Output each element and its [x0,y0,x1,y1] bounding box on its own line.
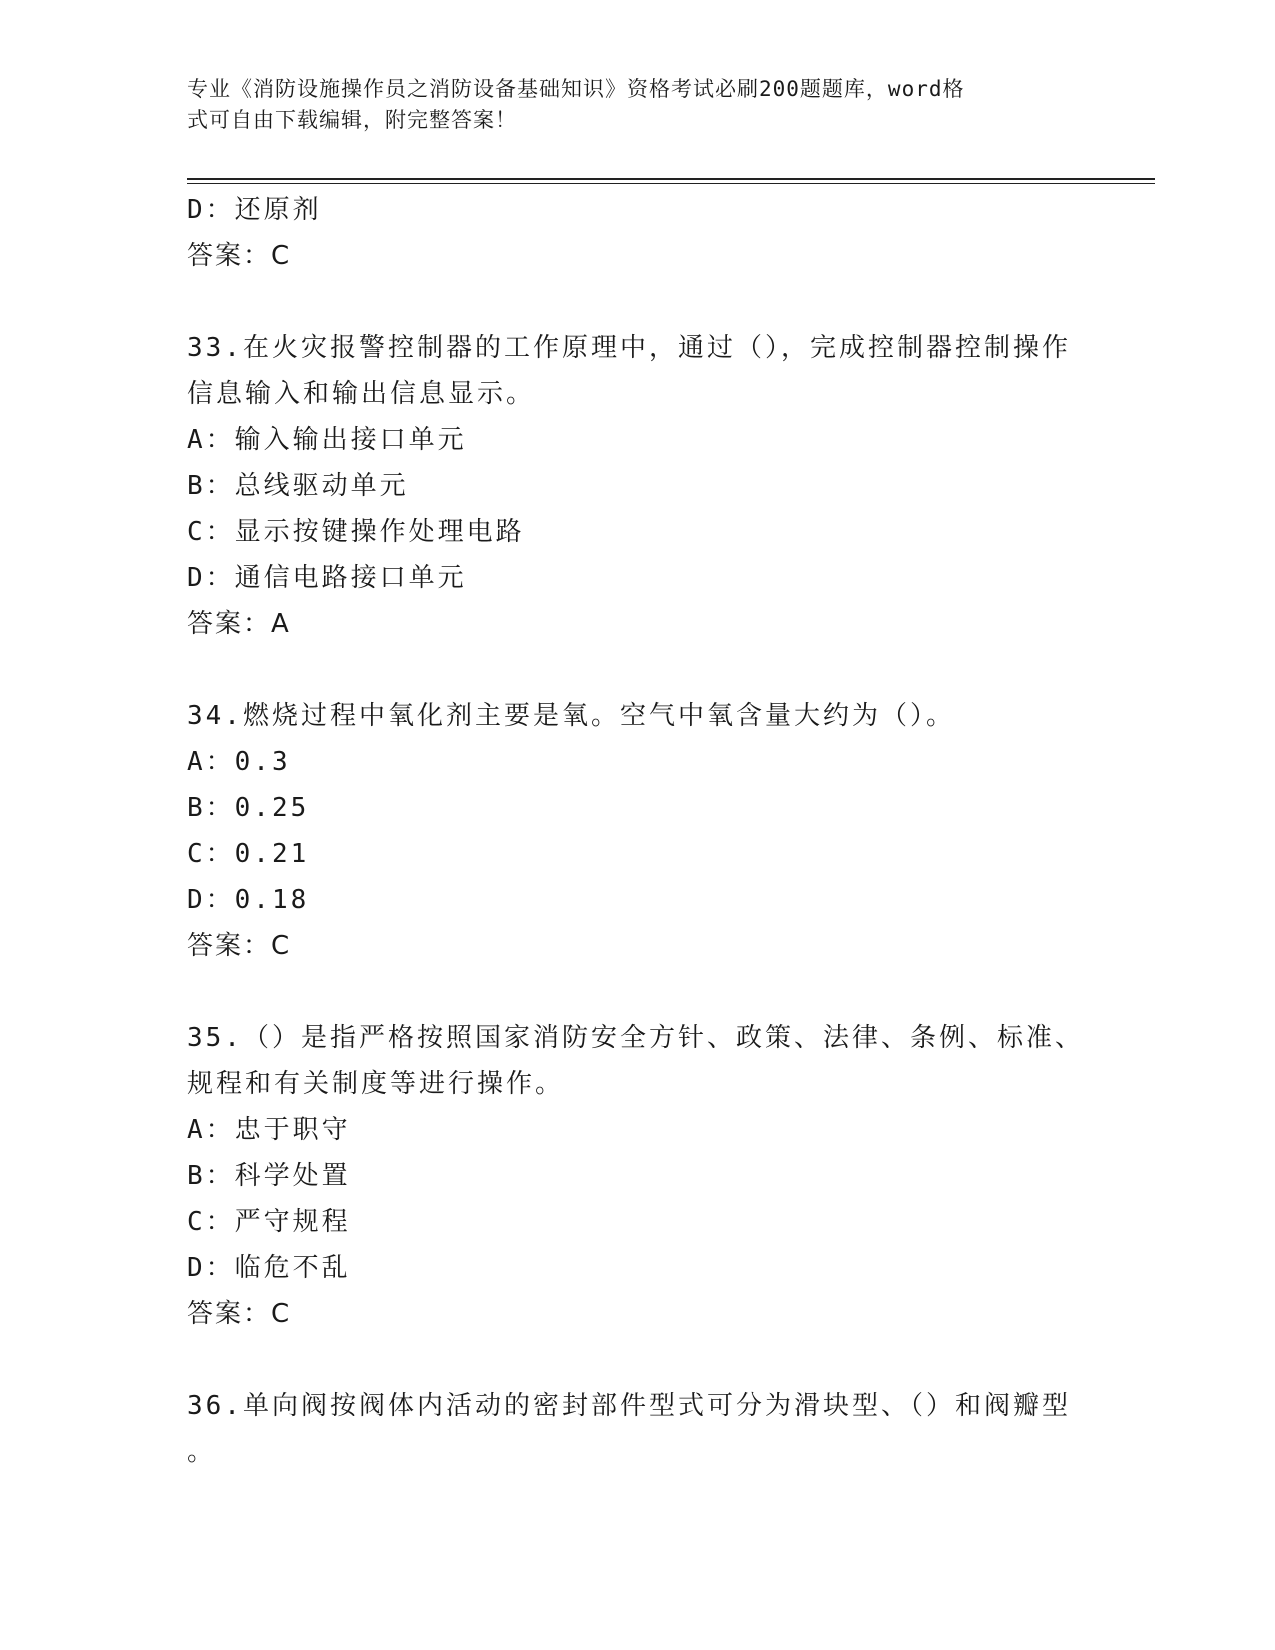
answer: 答案：C [187,931,292,961]
option-d: D：0.18 [187,885,310,915]
spacer [187,969,1087,1015]
option-c: C：严守规程 [187,1207,351,1237]
question-stem: 34.燃烧过程中氧化剂主要是氧。空气中氧含量大约为（）。 [187,701,955,731]
question-34 [187,693,1087,969]
answer: 答案：A [187,609,291,639]
question-35 [187,1015,1087,1337]
answer: 答案：C [187,1299,292,1329]
option-a: A：0.3 [187,747,291,777]
answer: 答案：C [187,241,292,271]
option-c: C：0.21 [187,839,310,869]
header-line-1: 专业《消防设施操作员之消防设备基础知识》资格考试必刷200题题库，word格 [187,77,965,101]
header-divider-thick [187,178,1155,180]
document-header [187,74,1067,136]
option-d: D：还原剂 [187,195,322,225]
option-a: A：忠于职守 [187,1115,351,1145]
question-list [187,187,1087,1475]
question-33 [187,325,1087,647]
spacer [187,1337,1087,1383]
option-b: B：总线驱动单元 [187,471,409,501]
question-stem: 33.在火灾报警控制器的工作原理中，通过（），完成控制器控制操作 [187,333,1071,363]
option-a: A：输入输出接口单元 [187,425,467,455]
question-stem-cont: 规程和有关制度等进行操作。 [187,1069,565,1099]
question-stem-cont: 。 [187,1437,217,1467]
question-stem: 36.单向阀按阀体内活动的密封部件型式可分为滑块型、（）和阀瓣型 [187,1391,1071,1421]
question-stem-cont: 信息输入和输出信息显示。 [187,379,536,409]
spacer [187,647,1087,693]
header-divider-thin [187,183,1155,184]
option-b: B：科学处置 [187,1161,351,1191]
option-b: B：0.25 [187,793,310,823]
option-c: C：显示按键操作处理电路 [187,517,525,547]
question-36 [187,1383,1087,1475]
header-line-2: 式可自由下载编辑，附完整答案！ [187,108,517,132]
option-d: D：通信电路接口单元 [187,563,467,593]
option-d: D：临危不乱 [187,1253,351,1283]
spacer [187,279,1087,325]
question-stem: 35.（）是指严格按照国家消防安全方针、政策、法律、条例、标准、 [187,1023,1084,1053]
